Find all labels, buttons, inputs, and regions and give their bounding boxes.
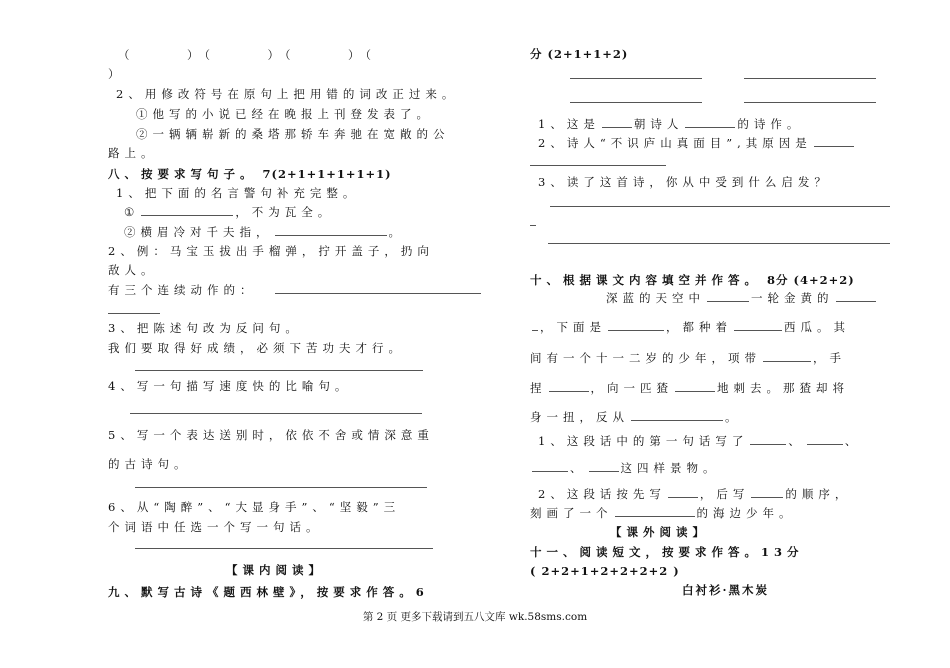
answer-line[interactable] <box>130 413 422 414</box>
q8-3a: 我们要取得好成绩，必须下苦功夫才行。 <box>108 341 405 355</box>
answer-blank[interactable] <box>734 319 782 331</box>
answer-blank[interactable] <box>631 409 723 421</box>
q8-5a: 5、写一个表达送别时，依依不舍或情深意重 <box>108 428 434 442</box>
passage-line-1: 深蓝的天空中 一轮金黄的 <box>606 290 878 306</box>
q7-2: 2、用修改符号在原句上把用错的词改正过来。 <box>116 87 459 101</box>
q9-2: 2、诗人“不识庐山真面目”,其原因是 <box>538 135 856 151</box>
answer-blank[interactable] <box>685 116 735 128</box>
poem-line[interactable] <box>744 102 876 103</box>
answer-line[interactable] <box>135 487 427 488</box>
answer-blank[interactable] <box>675 380 715 392</box>
section-8-title: 八、按要求写句子。 7(2+1+1+1+1+1) <box>108 167 392 181</box>
passage-line-5: 身一扭，反从 。 <box>530 410 742 424</box>
answer-blank[interactable] <box>707 290 749 302</box>
section-10-title: 十、根据课文内容填空并作答。 8分 (4+2+2) <box>530 273 855 287</box>
answer-blank[interactable] <box>668 486 698 498</box>
answer-blank[interactable] <box>608 319 664 331</box>
answer-line[interactable] <box>530 165 666 166</box>
q7-2-sentence-2b: 路上。 <box>108 146 158 160</box>
answer-line[interactable] <box>275 293 481 294</box>
answer-blank[interactable] <box>750 433 786 445</box>
answer-blank[interactable] <box>814 135 854 147</box>
answer-line[interactable] <box>135 370 423 371</box>
q8-2b: 敌人。 <box>108 263 158 277</box>
q9-3: 3、读了这首诗，你从中受到什么启发？ <box>538 175 831 189</box>
answer-blank[interactable] <box>763 350 811 362</box>
q10-2a: 2、这段话按先写 ，后写 的顺序， <box>538 487 852 501</box>
answer-blank[interactable] <box>836 290 876 302</box>
in-class-reading-heading: 【课内阅读】 <box>226 563 325 577</box>
poem-line[interactable] <box>744 78 876 79</box>
q8-3: 3、把陈述句改为反问句。 <box>108 321 302 335</box>
q7-2-sentence-1: ①他写的小说已经在晚报上刊登发表了。 <box>136 107 433 121</box>
q7-2-sentence-2a: ②一辆辆崭新的桑塔那轿车奔驰在宽敞的公 <box>136 127 450 141</box>
section-9-score: 分 (2+1+1+2) <box>530 47 629 61</box>
q8-1a: ① ，不为瓦全。 <box>124 205 335 219</box>
answer-line[interactable] <box>135 548 433 549</box>
q8-5b: 的古诗句。 <box>108 457 191 471</box>
story-title: 白衬衫·黑木炭 <box>682 583 770 597</box>
q10-1a: 1、这段话中的第一句话写了 、 、 <box>538 434 862 448</box>
section-9-title: 九、默写古诗《题西林壁》，按要求作答。6 <box>108 585 429 599</box>
answer-blank[interactable] <box>807 433 843 445</box>
q8-2a: 2、例：马宝玉拔出手榴弹，拧开盖子，扔向 <box>108 244 434 258</box>
answer-blank[interactable] <box>532 319 538 331</box>
answer-line[interactable] <box>548 243 890 244</box>
q10-2b: 刻画了一个 的海边少年。 <box>530 506 796 520</box>
q8-6b: 个词语中任选一个写一句话。 <box>108 520 323 534</box>
answer-line[interactable] <box>530 225 536 226</box>
section-11-score: ( 2+2+1+2+2+2+2 ) <box>530 564 680 578</box>
answer-blank[interactable] <box>615 505 695 517</box>
q10-1b: 、 这四样景物。 <box>530 460 720 476</box>
poem-line[interactable] <box>570 78 702 79</box>
page-footer: 第 2 页 更多下载请到五八文库 wk.58sms.com <box>362 611 588 623</box>
q8-4: 4、写一句描写速度快的比喻句。 <box>108 379 352 393</box>
answer-blank[interactable] <box>549 380 589 392</box>
passage-line-4: 捏 ，向一匹猹 地刺去。那猹却将 <box>530 381 849 395</box>
paren-close: ） <box>108 67 120 81</box>
answer-blank[interactable] <box>751 486 783 498</box>
passage-line-3: 间有一个十一二岁的少年，项带 ，手 <box>530 351 846 365</box>
q8-1b: ②横眉冷对千夫指， 。 <box>124 225 405 239</box>
answer-blank[interactable] <box>141 204 233 216</box>
poem-line[interactable] <box>570 102 702 103</box>
q8-2c: 有三个连续动作的： <box>108 283 257 297</box>
answer-blank[interactable] <box>602 116 632 128</box>
answer-line[interactable] <box>550 206 890 207</box>
answer-blank[interactable] <box>589 460 619 472</box>
q8-6a: 6、从“陶醉”、“大显身手”、“坚毅”三 <box>108 500 401 514</box>
passage-line-2: ，下面是 ，都种着 西瓜。其 <box>530 319 850 335</box>
q9-1: 1、这是 朝诗人 的诗作。 <box>538 117 804 131</box>
answer-blank[interactable] <box>532 460 568 472</box>
paren-row: （ ） （ ） （ ） （ <box>118 48 371 62</box>
extracurricular-reading-heading: 【课外阅读】 <box>610 525 709 539</box>
answer-line[interactable] <box>108 313 160 314</box>
q8-1: 1、把下面的名言警句补充完整。 <box>116 186 360 200</box>
section-11-title: 十一、阅读短文，按要求作答。13分 <box>530 545 804 559</box>
answer-blank[interactable] <box>275 224 387 236</box>
